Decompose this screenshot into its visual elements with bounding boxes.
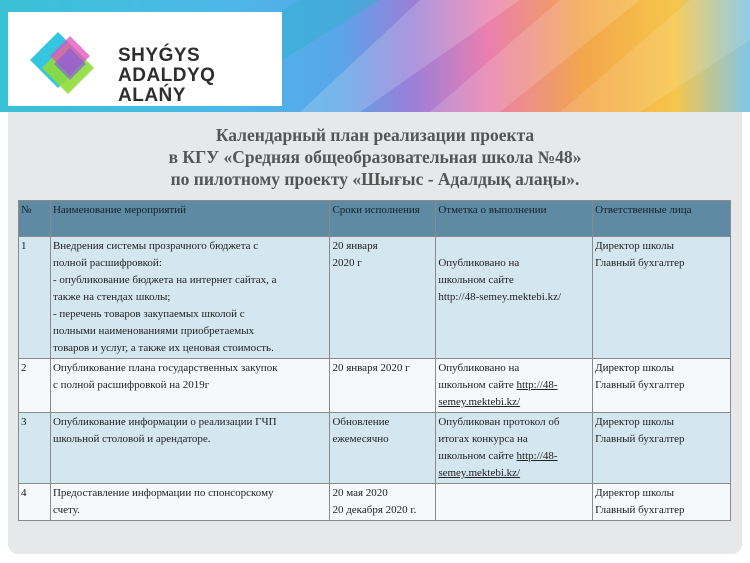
site-link[interactable]: semey.mektebi.kz/ <box>438 467 521 479</box>
cell-term <box>330 359 436 413</box>
cell-num: 1 <box>19 237 51 359</box>
cell-text: ежемесячно <box>332 433 389 445</box>
cell-resp <box>593 413 731 484</box>
title-line-3: по пилотному проекту «Шығыс - Адалдық алаңы». <box>170 169 580 189</box>
cell-text: школьном сайте <box>438 274 514 286</box>
cell-text: Директор школы <box>595 362 674 374</box>
cell-text-with-link <box>438 377 590 394</box>
site-url-text: http://48-semey.mektebi.kz/ <box>438 291 562 303</box>
cell-text: Опубликование информации о реализации ГЧП <box>52 416 277 428</box>
cell-term <box>330 484 436 521</box>
title-line-2: в КГУ «Средняя общеобразовательная школа №48» <box>168 147 582 167</box>
header-mark: Отметка о выполнении <box>436 201 593 237</box>
cell-text: Главный бухгалтер <box>595 433 685 445</box>
cell-text: полными наименованиями приобретаемых <box>52 325 255 337</box>
site-link[interactable]: http://48- <box>516 379 558 391</box>
cell-text: школьном сайте <box>438 450 517 462</box>
site-link[interactable]: http://48- <box>516 450 558 462</box>
cell-name <box>50 413 329 484</box>
cell-name <box>50 484 329 521</box>
cell-num: 3 <box>19 413 51 484</box>
cell-text: 20 января <box>332 240 378 252</box>
cell-text: Опубликование плана государственных закупок <box>52 362 278 374</box>
cell-name <box>50 237 329 359</box>
logo-text <box>118 46 282 106</box>
cell-text: школьном сайте <box>438 379 517 391</box>
header-resp: Ответственные лица <box>593 201 731 237</box>
cell-text: полной расшифровкой: <box>52 257 162 269</box>
table-row <box>19 484 731 521</box>
cell-text: итогах конкурса на <box>438 433 528 445</box>
cell-text: Главный бухгалтер <box>595 379 685 391</box>
cell-text: Предоставление информации по спонсорскому <box>52 487 274 499</box>
header-banner <box>0 0 750 112</box>
cell-text: 20 декабря 2020 г. <box>332 504 417 516</box>
cell-text: счету. <box>52 504 80 516</box>
cell-resp <box>593 359 731 413</box>
cell-resp <box>593 484 731 521</box>
logo-line-1: SHYǴYS <box>118 45 201 66</box>
logo-line-2: ADALDYQ ALAŃY <box>118 65 216 106</box>
cell-resp <box>593 237 731 359</box>
cell-text: Главный бухгалтер <box>595 257 685 269</box>
cell-text: Обновление <box>332 416 390 428</box>
cell-mark <box>436 484 593 521</box>
cell-text: 20 января 2020 г <box>332 362 410 374</box>
cell-text-with-link <box>438 448 590 465</box>
cell-text: с полной расшифровкой на 2019г <box>52 379 210 391</box>
table-row <box>19 237 731 359</box>
logo-diamonds-icon <box>20 20 110 100</box>
page-title <box>8 124 742 190</box>
cell-mark <box>436 237 593 359</box>
logo <box>8 12 282 106</box>
site-link[interactable]: semey.mektebi.kz/ <box>438 396 521 408</box>
cell-name <box>50 359 329 413</box>
cell-text: - опубликование бюджета на интернет сайтах, а <box>52 274 277 286</box>
header-term: Сроки исполнения <box>330 201 436 237</box>
cell-mark <box>436 359 593 413</box>
cell-text: 20 мая 2020 <box>332 487 388 499</box>
cell-term <box>330 413 436 484</box>
table-row <box>19 359 731 413</box>
cell-text: школьной столовой и арендаторе. <box>52 433 211 445</box>
header-name: Наименование мероприятий <box>50 201 329 237</box>
cell-text: Директор школы <box>595 487 674 499</box>
cell-text: также на стендах школы; <box>52 291 171 303</box>
cell-text: 2020 г <box>332 257 362 269</box>
table-row <box>19 413 731 484</box>
cell-text: Главный бухгалтер <box>595 504 685 516</box>
cell-num: 2 <box>19 359 51 413</box>
header-num: № <box>19 201 51 237</box>
table-header-row <box>19 201 731 237</box>
cell-text: Директор школы <box>595 416 674 428</box>
cell-term <box>330 237 436 359</box>
plan-table <box>18 200 731 521</box>
cell-text: Опубликован протокол об <box>438 416 560 428</box>
content-panel <box>8 112 742 554</box>
cell-text: Внедрения системы прозрачного бюджета с <box>52 240 259 252</box>
cell-text: товаров и услуг, а также их ценовая стоимость. <box>52 342 274 354</box>
title-line-1: Календарный план реализации проекта <box>215 125 535 145</box>
cell-spacer <box>438 238 590 255</box>
cell-text: Директор школы <box>595 240 674 252</box>
cell-num: 4 <box>19 484 51 521</box>
cell-mark <box>436 413 593 484</box>
cell-text: Опубликовано на <box>438 362 520 374</box>
cell-text: Опубликовано на <box>438 257 520 269</box>
cell-text: - перечень товаров закупаемых школой с <box>52 308 245 320</box>
